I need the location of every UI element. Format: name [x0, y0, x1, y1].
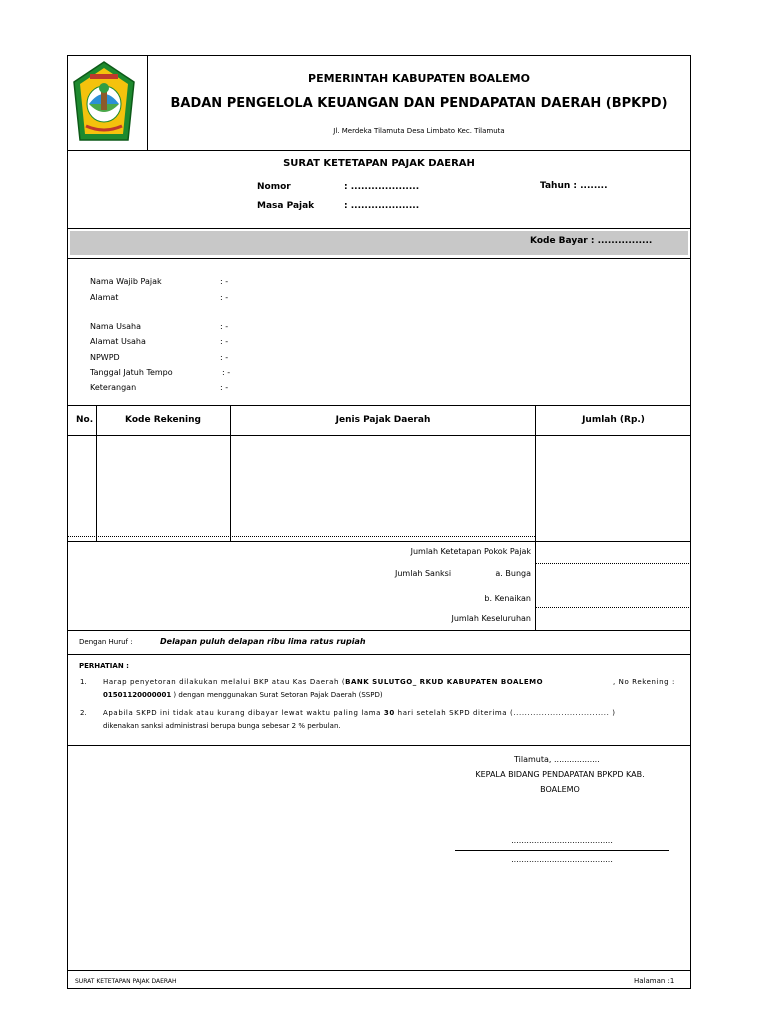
- document-title: SURAT KETETAPAN PAJAK DAERAH: [283, 158, 475, 169]
- header-line-2: BADAN PENGELOLA KEUANGAN DAN PENDAPATAN DAERAH (BPKPD): [170, 96, 668, 111]
- col-header-no: No.: [76, 415, 94, 425]
- footer-page: Halaman :1: [634, 977, 675, 985]
- total-sanksi-label: Jumlah Sanksi: [395, 569, 452, 578]
- total-pokok-label: Jumlah Ketetapan Pokok Pajak: [410, 547, 531, 556]
- npwpd-value: : -: [220, 353, 229, 362]
- signature-position-line-2: BOALEMO: [540, 785, 580, 794]
- business-name-value: : -: [220, 322, 229, 331]
- divider: [67, 541, 691, 542]
- divider: [67, 405, 691, 406]
- column-line: [96, 405, 97, 541]
- col-header-jumlah: Jumlah (Rp.): [582, 415, 645, 425]
- note-1-text-a: Harap penyetoran dilakukan melalui BKP atau Kas Daerah (: [103, 678, 346, 686]
- header-line-1: PEMERINTAH KABUPATEN BOALEMO: [308, 72, 530, 85]
- due-date-label: Tanggal Jatuh Tempo: [90, 368, 173, 377]
- notes-title: PERHATIAN :: [79, 662, 129, 670]
- terbilang-value: Delapan puluh delapan ribu lima ratus rupiah: [160, 637, 366, 646]
- divider: [67, 970, 691, 971]
- footer-left: SURAT KETETAPAN PAJAK DAERAH: [75, 978, 177, 985]
- terbilang-label: Dengan Huruf :: [79, 638, 133, 646]
- signature-place-date: Tilamuta, ..................: [514, 755, 600, 764]
- note-2-line-2: dikenakan sanksi administrasi berupa bunga sebesar 2 % perbulan.: [103, 722, 341, 730]
- dotted-line: [67, 536, 535, 537]
- npwpd-label: NPWPD: [90, 353, 120, 362]
- description-value: : -: [220, 383, 229, 392]
- note-1-bank: BANK SULUTGO_ RKUD KABUPATEN BOALEMO: [345, 678, 544, 686]
- taxpayer-name-label: Nama Wajib Pajak: [90, 277, 162, 286]
- col-header-jenis-pajak: Jenis Pajak Daerah: [335, 415, 431, 425]
- divider: [67, 435, 691, 436]
- note-2-text-a: Apabila SKPD ini tidak atau kurang dibayar lewat waktu paling lama: [103, 709, 384, 717]
- column-line: [535, 405, 536, 631]
- col-header-kode-rekening: Kode Rekening: [125, 415, 201, 425]
- header-address: Jl. Merdeka Tilamuta Desa Limbato Kec. Tilamuta: [333, 127, 505, 135]
- column-line: [230, 405, 231, 541]
- boalemo-emblem-logo: [72, 60, 136, 144]
- divider: [67, 150, 691, 151]
- kode-bayar-field: Kode Bayar : ................: [530, 236, 653, 246]
- total-keseluruhan-label: Jumlah Keseluruhan: [451, 614, 531, 623]
- note-1-rekening: 01501120000001: [103, 691, 172, 699]
- dotted-line: [535, 607, 691, 608]
- masa-pajak-value: : ....................: [344, 201, 420, 211]
- nomor-value: : ....................: [344, 182, 420, 192]
- due-date-value: : -: [222, 368, 231, 377]
- note-1-text-b: , No Rekening :: [612, 678, 675, 686]
- business-address-value: : -: [220, 337, 229, 346]
- dotted-line: [535, 563, 691, 564]
- taxpayer-address-value: : -: [220, 293, 229, 302]
- divider: [67, 630, 691, 631]
- nomor-label: Nomor: [257, 182, 291, 192]
- taxpayer-name-value: : -: [220, 277, 229, 286]
- sanksi-kenaikan-label: b. Kenaikan: [484, 594, 531, 603]
- note-1-line-2: [103, 691, 383, 699]
- sanksi-bunga-label: a. Bunga: [495, 569, 531, 578]
- note-2-text-b: hari setelah SKPD diterima (.................................. ): [394, 709, 616, 717]
- divider: [67, 745, 691, 746]
- note-1-number: 1.: [80, 678, 87, 686]
- note-2-number: 2.: [80, 709, 87, 717]
- description-label: Keterangan: [90, 383, 137, 392]
- divider: [67, 654, 691, 655]
- masa-pajak-label: Masa Pajak: [257, 201, 315, 211]
- divider: [67, 258, 691, 259]
- signature-line: [455, 850, 669, 851]
- signature-nip: ........................................: [511, 855, 613, 864]
- document-frame: [67, 55, 691, 989]
- taxpayer-address-label: Alamat: [90, 293, 119, 302]
- signature-position-line-1: KEPALA BIDANG PENDAPATAN BPKPD KAB.: [475, 770, 645, 779]
- note-2-days: 30: [383, 709, 395, 717]
- note-1-text-c: ) dengan menggunakan Surat Setoran Pajak Daerah (SSPD): [171, 691, 383, 699]
- note-1-line-1: [103, 678, 675, 686]
- business-address-label: Alamat Usaha: [90, 337, 146, 346]
- tahun-field: Tahun : ........: [540, 181, 608, 191]
- signature-name: ........................................: [511, 836, 613, 845]
- divider: [67, 228, 691, 229]
- note-2-line-1: [103, 709, 616, 717]
- business-name-label: Nama Usaha: [90, 322, 142, 331]
